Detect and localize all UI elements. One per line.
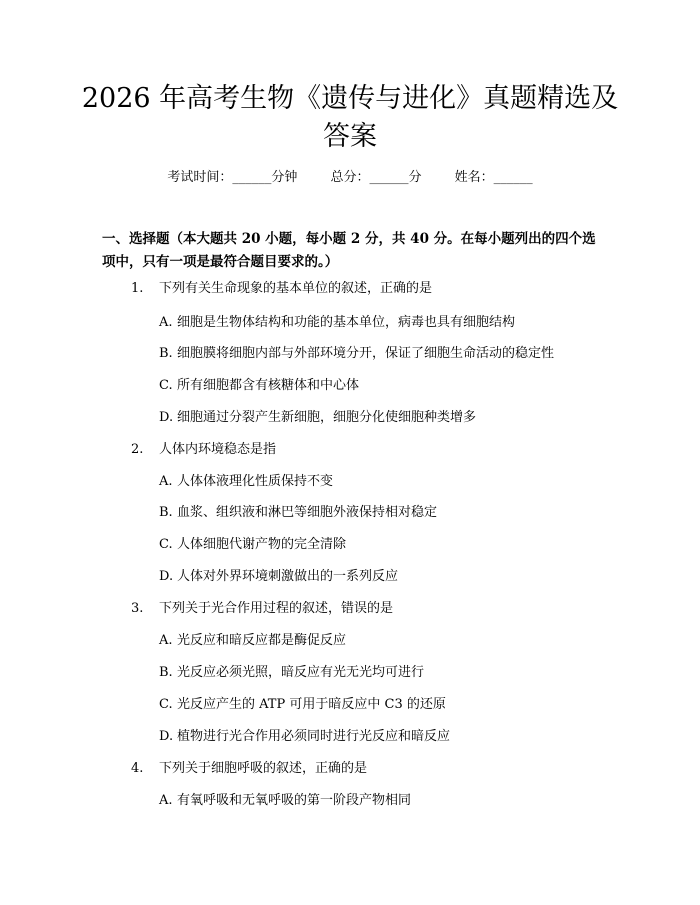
question-text: 下列关于光合作用过程的叙述，错误的是 bbox=[159, 601, 394, 616]
option-letter: D. bbox=[159, 410, 174, 425]
option-letter: A. bbox=[159, 793, 173, 808]
question-2-stem bbox=[131, 440, 276, 460]
name-label: 姓名： bbox=[454, 170, 494, 185]
option-letter: D. bbox=[159, 729, 174, 744]
option-text: 血浆、组织液和淋巴等细胞外液保持相对稳定 bbox=[177, 505, 438, 520]
option-letter: A. bbox=[159, 315, 173, 330]
question-3-option-b bbox=[159, 663, 424, 683]
question-1-stem bbox=[131, 279, 432, 299]
option-text: 细胞是生物体结构和功能的基本单位，病毒也具有细胞结构 bbox=[177, 315, 516, 330]
option-letter: B. bbox=[159, 346, 173, 361]
option-letter: A. bbox=[159, 474, 173, 489]
question-number: 4. bbox=[131, 761, 144, 776]
question-2-option-a bbox=[159, 472, 333, 492]
question-2-option-c bbox=[159, 535, 346, 555]
exam-info-line bbox=[0, 168, 700, 188]
option-text: 人体对外界环境刺激做出的一系列反应 bbox=[177, 569, 399, 584]
option-letter: C. bbox=[159, 378, 173, 393]
question-3-stem bbox=[131, 599, 393, 619]
option-text: 植物进行光合作用必须同时进行光反应和暗反应 bbox=[177, 729, 451, 744]
question-number: 1. bbox=[131, 281, 144, 296]
question-3-option-c bbox=[159, 695, 446, 715]
question-2-option-b bbox=[159, 503, 437, 523]
score-label: 总分： bbox=[330, 170, 370, 185]
time-blank: ______ bbox=[232, 170, 272, 185]
question-number: 3. bbox=[131, 601, 144, 616]
time-label: 考试时间： bbox=[167, 170, 233, 185]
section-heading-line1: 一、选择题（本大题共 20 小题，每小题 2 分，共 40 分。在每小题列出的四个选 bbox=[102, 231, 596, 247]
option-text: 所有细胞都含有核糖体和中心体 bbox=[177, 378, 360, 393]
option-text: 光反应必须光照，暗反应有光无光均可进行 bbox=[177, 665, 425, 680]
time-unit: 分钟 bbox=[271, 170, 298, 185]
score-blank: ______ bbox=[369, 170, 409, 185]
option-text: 人体体液理化性质保持不变 bbox=[177, 474, 334, 489]
question-text: 人体内环境稳态是指 bbox=[159, 442, 277, 457]
option-text: 光反应和暗反应都是酶促反应 bbox=[177, 633, 347, 648]
exam-title bbox=[40, 80, 660, 156]
option-letter: D. bbox=[159, 569, 174, 584]
question-1-option-c bbox=[159, 376, 359, 396]
question-text: 下列有关生命现象的基本单位的叙述，正确的是 bbox=[159, 281, 433, 296]
question-2-option-d bbox=[159, 567, 398, 587]
option-letter: C. bbox=[159, 537, 173, 552]
option-letter: C. bbox=[159, 697, 173, 712]
option-text: 有氧呼吸和无氧呼吸的第一阶段产物相同 bbox=[177, 793, 412, 808]
option-text: 人体细胞代谢产物的完全清除 bbox=[177, 537, 347, 552]
question-3-option-a bbox=[159, 631, 346, 651]
question-4-option-a bbox=[159, 791, 411, 811]
option-letter: A. bbox=[159, 633, 173, 648]
question-number: 2. bbox=[131, 442, 144, 457]
exam-title-line1: 2026 年高考生物《遗传与进化》真题精选及 bbox=[81, 83, 619, 114]
question-3-option-d bbox=[159, 727, 450, 747]
section-heading-line2: 项中，只有一项是最符合题目要求的。） bbox=[102, 254, 339, 270]
option-text: 细胞通过分裂产生新细胞，细胞分化使细胞种类增多 bbox=[177, 410, 477, 425]
option-letter: B. bbox=[159, 505, 173, 520]
name-blank: ______ bbox=[493, 170, 533, 185]
option-text: 光反应产生的 ATP 可用于暗反应中 C3 的还原 bbox=[177, 697, 446, 712]
section-heading bbox=[102, 228, 602, 274]
option-text: 细胞膜将细胞内部与外部环境分开，保证了细胞生命活动的稳定性 bbox=[177, 346, 555, 361]
option-letter: B. bbox=[159, 665, 173, 680]
question-1-option-a bbox=[159, 313, 515, 333]
score-unit: 分 bbox=[408, 170, 422, 185]
exam-title-line2: 答案 bbox=[323, 121, 377, 152]
question-4-stem bbox=[131, 759, 367, 779]
question-1-option-d bbox=[159, 408, 476, 428]
question-1-option-b bbox=[159, 344, 554, 364]
question-text: 下列关于细胞呼吸的叙述，正确的是 bbox=[159, 761, 368, 776]
